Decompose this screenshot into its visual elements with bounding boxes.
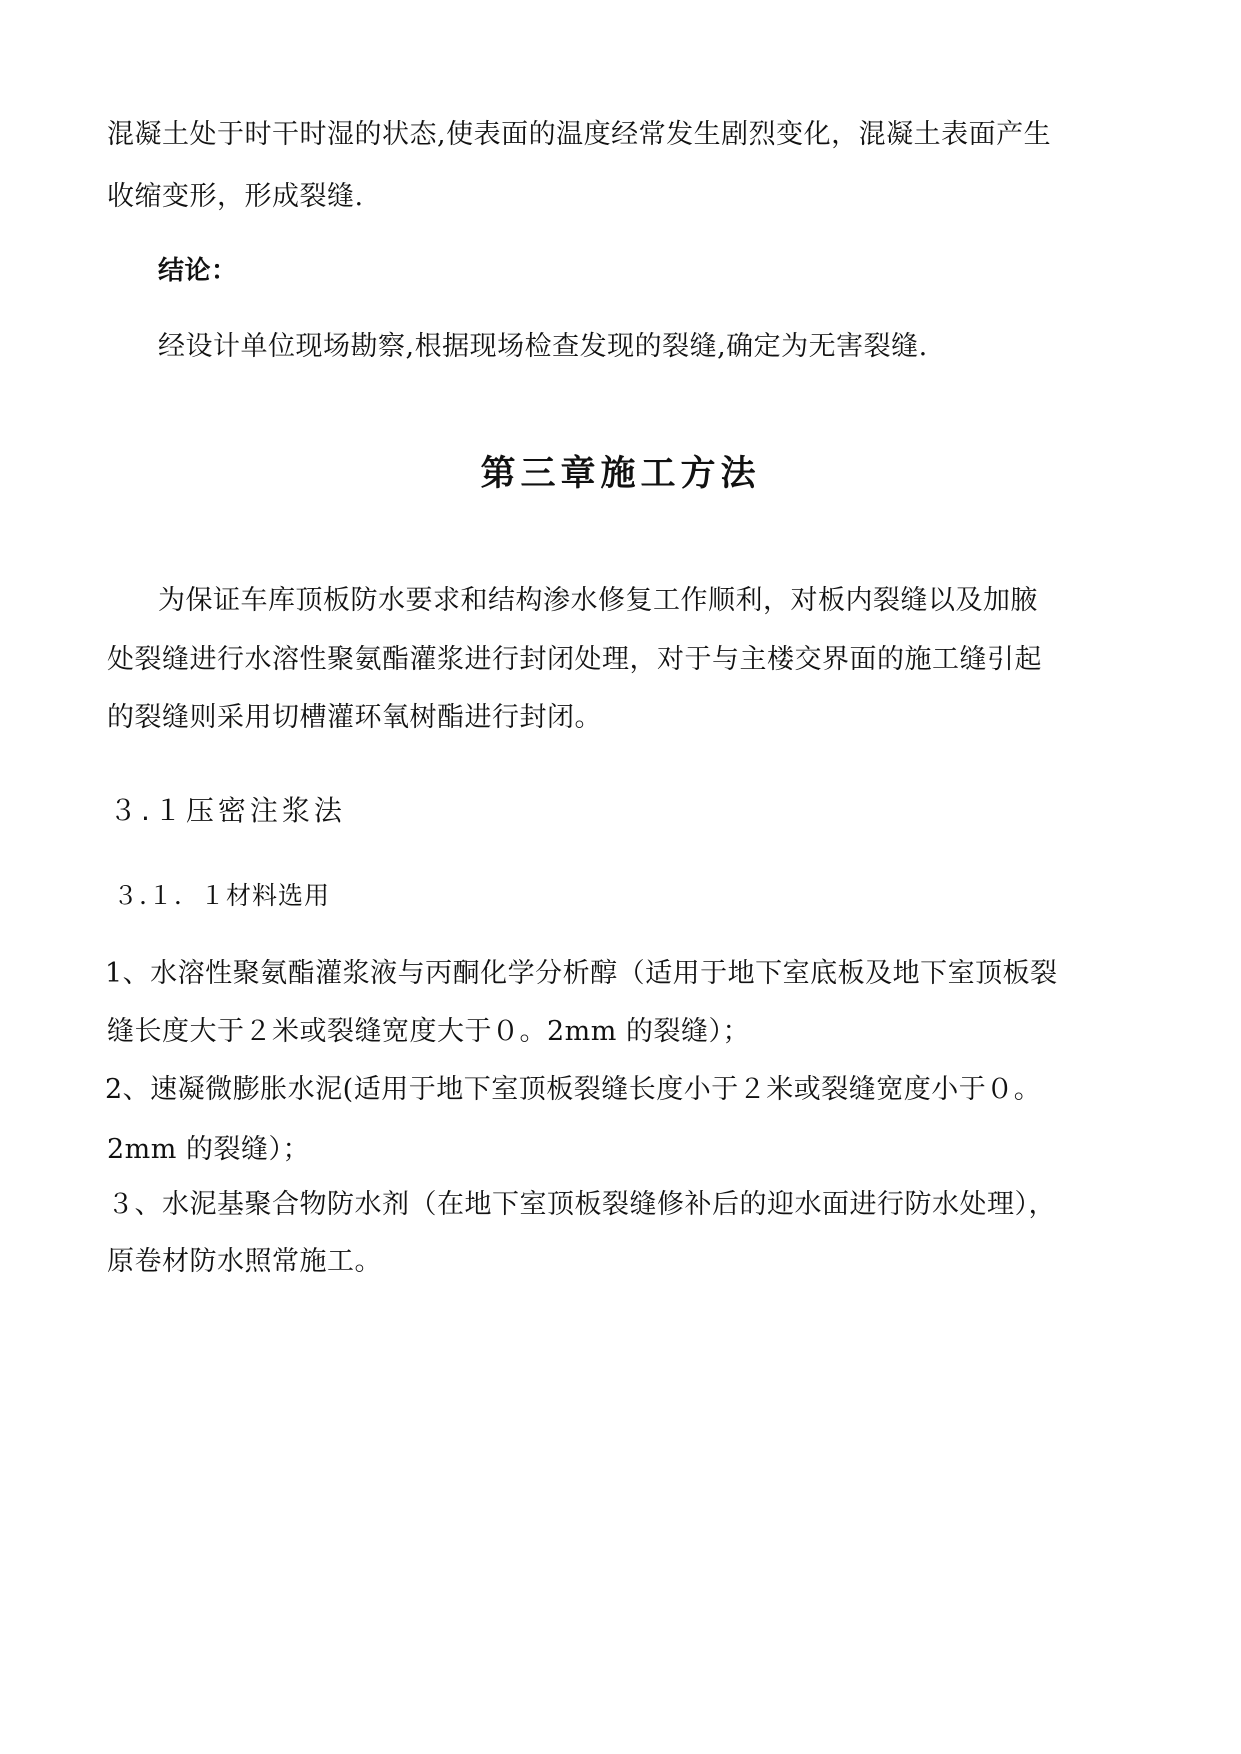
material-item2-line2: 2mm 的裂缝）； [107, 1134, 310, 1165]
material-item1-line1: 1、水溶性聚氨酯灌浆液与丙酮化学分析醇（适用于地下室底板及地下室顶板裂 [105, 958, 1058, 989]
paragraph2-line1: 为保证车库顶板防水要求和结构渗水修复工作顺利，对板内裂缝以及加腋 [158, 585, 1038, 616]
section-title: ３.１压密注浆法 [109, 794, 346, 827]
paragraph1-line1: 混凝土处于时干时湿的状态,使表面的温度经常发生剧烈变化，混凝土表面产生 [107, 119, 1052, 150]
paragraph2-line3: 的裂缝则采用切槽灌环氧树酯进行封闭。 [107, 702, 602, 733]
conclusion-heading: 结论： [158, 256, 238, 286]
conclusion-text: 经设计单位现场勘察,根据现场检查发现的裂缝,确定为无害裂缝. [158, 331, 928, 362]
paragraph2-line2: 处裂缝进行水溶性聚氨酯灌浆进行封闭处理，对于与主楼交界面的施工缝引起 [107, 644, 1042, 675]
chapter-title: 第三章施工方法 [480, 454, 761, 494]
subsection-title: ３.１．１材料选用 [113, 881, 330, 910]
material-item3-line1: ３、水泥基聚合物防水剂（在地下室顶板裂缝修补后的迎水面进行防水处理）， [107, 1189, 1056, 1220]
material-item2-line1: 2、速凝微膨胀水泥(适用于地下室顶板裂缝长度小于２米或裂缝宽度小于０。 [105, 1074, 1042, 1105]
paragraph1-line2: 收缩变形，形成裂缝. [107, 181, 364, 212]
material-item3-line2: 原卷材防水照常施工。 [107, 1246, 382, 1277]
material-item1-line2: 缝长度大于２米或裂缝宽度大于０。2mm 的裂缝）； [107, 1016, 750, 1047]
